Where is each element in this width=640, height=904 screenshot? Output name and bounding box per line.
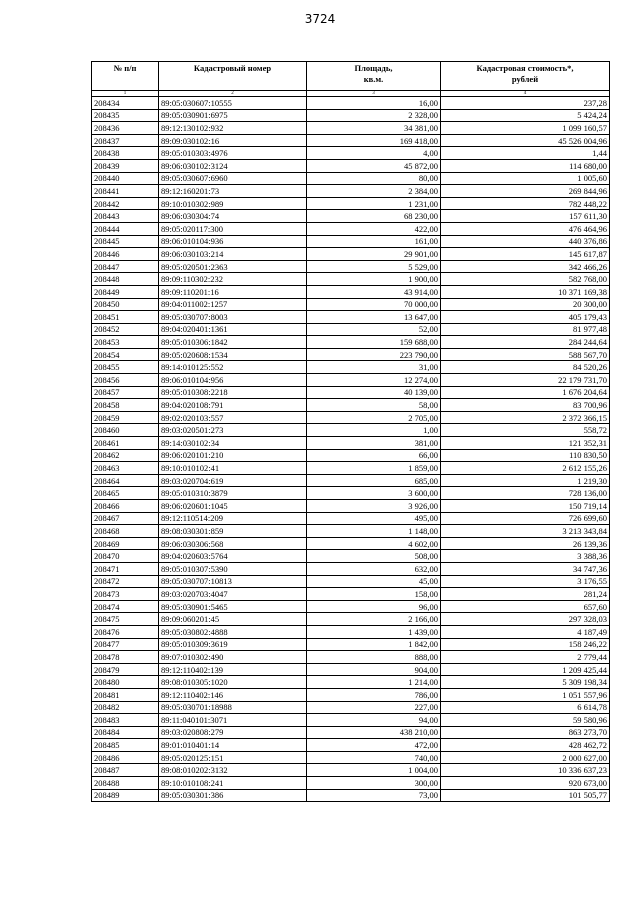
area-cell: 2 166,00 — [307, 613, 441, 626]
cadastral-number-cell: 89:06:010104:956 — [159, 374, 307, 387]
cadastral-cost-cell: 20 300,00 — [441, 298, 610, 311]
cadastral-number-cell: 89:05:030901:5465 — [159, 600, 307, 613]
table-row — [92, 688, 610, 701]
area-cell: 2 328,00 — [307, 109, 441, 122]
table-row — [92, 701, 610, 714]
cadastral-number-cell: 89:05:020117:300 — [159, 222, 307, 235]
table-row — [92, 537, 610, 550]
cadastral-cost-cell: 297 328,03 — [441, 613, 610, 626]
area-cell: 16,00 — [307, 97, 441, 110]
area-cell: 52,00 — [307, 323, 441, 336]
table-row — [92, 336, 610, 349]
table-row — [92, 260, 610, 273]
cadastral-cost-cell: 281,24 — [441, 588, 610, 601]
cadastral-cost-cell: 10 336 637,23 — [441, 764, 610, 777]
table-row — [92, 449, 610, 462]
table-row — [92, 638, 610, 651]
area-cell: 3 926,00 — [307, 500, 441, 513]
row-number-cell: 208434 — [92, 97, 159, 110]
page-number: 3724 — [304, 12, 336, 26]
area-cell: 495,00 — [307, 512, 441, 525]
header-row — [92, 62, 610, 91]
table-row — [92, 550, 610, 563]
row-number-cell: 208478 — [92, 651, 159, 664]
table-row — [92, 109, 610, 122]
cadastral-cost-cell: 284 244,64 — [441, 336, 610, 349]
cadastral-number-cell: 89:05:010307:5390 — [159, 562, 307, 575]
row-number-cell: 208470 — [92, 550, 159, 563]
cadastral-cost-cell: 269 844,96 — [441, 185, 610, 198]
cadastral-number-cell: 89:09:110201:16 — [159, 285, 307, 298]
cadastral-cost-cell: 101 505,77 — [441, 789, 610, 802]
cadastral-cost-cell: 22 179 731,70 — [441, 374, 610, 387]
area-cell: 888,00 — [307, 651, 441, 664]
area-cell: 68 230,00 — [307, 210, 441, 223]
area-cell: 1 004,00 — [307, 764, 441, 777]
area-cell: 2 384,00 — [307, 185, 441, 198]
area-cell: 632,00 — [307, 562, 441, 575]
row-number-cell: 208451 — [92, 311, 159, 324]
area-cell: 13 647,00 — [307, 311, 441, 324]
cadastral-number-cell: 89:05:010306:1842 — [159, 336, 307, 349]
row-number-cell: 208489 — [92, 789, 159, 802]
table-row — [92, 323, 610, 336]
cadastral-cost-cell: 1 099 160,57 — [441, 122, 610, 135]
row-number-cell: 208488 — [92, 777, 159, 790]
cadastral-number-cell: 89:04:020603:5764 — [159, 550, 307, 563]
cadastral-number-cell: 89:06:020601:1045 — [159, 500, 307, 513]
table-row — [92, 487, 610, 500]
area-cell: 786,00 — [307, 688, 441, 701]
cadastral-cost-cell: 158 246,22 — [441, 638, 610, 651]
cadastral-cost-cell: 782 448,22 — [441, 197, 610, 210]
row-number-cell: 208480 — [92, 676, 159, 689]
area-cell: 158,00 — [307, 588, 441, 601]
table-row — [92, 147, 610, 160]
cadastral-cost-cell: 145 617,87 — [441, 248, 610, 261]
row-number-cell: 208436 — [92, 122, 159, 135]
cadastral-number-cell: 89:10:010102:41 — [159, 462, 307, 475]
table-row — [92, 437, 610, 450]
cadastral-cost-cell: 81 977,48 — [441, 323, 610, 336]
table-row — [92, 122, 610, 135]
area-cell: 159 688,00 — [307, 336, 441, 349]
row-number-cell: 208467 — [92, 512, 159, 525]
cadastral-number-cell: 89:05:030701:18988 — [159, 701, 307, 714]
cadastral-cost-cell: 5 309 198,34 — [441, 676, 610, 689]
row-number-cell: 208468 — [92, 525, 159, 538]
area-cell: 1 859,00 — [307, 462, 441, 475]
table-row — [92, 285, 610, 298]
area-cell: 96,00 — [307, 600, 441, 613]
cadastral-number-cell: 89:04:020401:1361 — [159, 323, 307, 336]
area-cell: 1 148,00 — [307, 525, 441, 538]
table-row — [92, 298, 610, 311]
cadastral-cost-cell: 440 376,86 — [441, 235, 610, 248]
area-cell: 422,00 — [307, 222, 441, 235]
table-row — [92, 159, 610, 172]
area-cell: 45,00 — [307, 575, 441, 588]
cadastral-cost-cell: 121 352,31 — [441, 437, 610, 450]
cadastral-number-cell: 89:03:020808:279 — [159, 726, 307, 739]
cadastral-cost-cell: 2 000 627,00 — [441, 751, 610, 764]
row-number-cell: 208446 — [92, 248, 159, 261]
row-number-cell: 208482 — [92, 701, 159, 714]
table-row — [92, 789, 610, 802]
table-row — [92, 714, 610, 727]
cadastral-number-cell: 89:12:110514:209 — [159, 512, 307, 525]
row-number-cell: 208460 — [92, 424, 159, 437]
area-cell: 4,00 — [307, 147, 441, 160]
cadastral-number-cell: 89:05:030707:8003 — [159, 311, 307, 324]
cadastral-number-cell: 89:14:030102:34 — [159, 437, 307, 450]
cadastral-number-cell: 89:14:010125:552 — [159, 361, 307, 374]
cadastral-cost-cell: 1,44 — [441, 147, 610, 160]
cadastral-number-cell: 89:08:030301:859 — [159, 525, 307, 538]
table-row — [92, 676, 610, 689]
table-row — [92, 210, 610, 223]
table-row — [92, 273, 610, 286]
table-row — [92, 222, 610, 235]
cadastral-cost-cell: 1 209 425,44 — [441, 663, 610, 676]
cadastral-number-cell: 89:05:030607:10555 — [159, 97, 307, 110]
cadastral-cost-cell: 1 051 557,96 — [441, 688, 610, 701]
cadastral-number-cell: 89:10:010108:241 — [159, 777, 307, 790]
cadastral-cost-cell: 2 372 366,15 — [441, 411, 610, 424]
table-row — [92, 311, 610, 324]
cadastral-number-cell: 89:05:030901:6975 — [159, 109, 307, 122]
table-row — [92, 235, 610, 248]
cadastral-number-cell: 89:04:011002:1257 — [159, 298, 307, 311]
area-cell: 3 600,00 — [307, 487, 441, 500]
column-number-2: 2 — [159, 91, 307, 97]
cadastral-cost-cell: 114 680,00 — [441, 159, 610, 172]
table-row — [92, 613, 610, 626]
table-row — [92, 726, 610, 739]
area-cell: 508,00 — [307, 550, 441, 563]
row-number-cell: 208462 — [92, 449, 159, 462]
table-row — [92, 512, 610, 525]
cadastral-cost-cell: 582 768,00 — [441, 273, 610, 286]
header-cadastral-number — [159, 62, 307, 91]
area-cell: 12 274,00 — [307, 374, 441, 387]
cadastral-number-cell: 89:08:010202:3132 — [159, 764, 307, 777]
cadastral-number-cell: 89:05:020501:2363 — [159, 260, 307, 273]
cadastral-number-cell: 89:09:110302:232 — [159, 273, 307, 286]
cadastral-number-cell: 89:06:030102:3124 — [159, 159, 307, 172]
area-cell: 34 381,00 — [307, 122, 441, 135]
area-cell: 4 602,00 — [307, 537, 441, 550]
row-number-cell: 208455 — [92, 361, 159, 374]
cadastral-number-cell: 89:09:030102:16 — [159, 134, 307, 147]
cadastral-cost-cell: 726 699,60 — [441, 512, 610, 525]
area-cell: 2 705,00 — [307, 411, 441, 424]
cadastral-number-cell: 89:12:110402:146 — [159, 688, 307, 701]
cadastral-cost-cell: 83 700,96 — [441, 399, 610, 412]
cadastral-number-cell: 89:06:010104:936 — [159, 235, 307, 248]
cadastral-cost-cell: 405 179,43 — [441, 311, 610, 324]
cadastral-number-cell: 89:10:010302:989 — [159, 197, 307, 210]
cadastral-number-cell: 89:05:020125:151 — [159, 751, 307, 764]
row-number-cell: 208457 — [92, 386, 159, 399]
cadastral-cost-cell: 4 187,49 — [441, 625, 610, 638]
table-row — [92, 600, 610, 613]
row-number-cell: 208448 — [92, 273, 159, 286]
cadastral-cost-cell: 59 580,96 — [441, 714, 610, 727]
cadastral-cost-cell: 110 830,50 — [441, 449, 610, 462]
row-number-cell: 208473 — [92, 588, 159, 601]
row-number-cell: 208450 — [92, 298, 159, 311]
area-cell: 472,00 — [307, 739, 441, 752]
area-cell: 227,00 — [307, 701, 441, 714]
column-number-3: 3 — [307, 91, 441, 97]
area-cell: 381,00 — [307, 437, 441, 450]
cadastral-cost-cell: 26 139,36 — [441, 537, 610, 550]
cadastral-cost-cell: 863 273,70 — [441, 726, 610, 739]
cadastral-number-cell: 89:06:030304:74 — [159, 210, 307, 223]
cadastral-cost-cell: 588 567,70 — [441, 348, 610, 361]
cadastral-number-cell: 89:03:020501:273 — [159, 424, 307, 437]
row-number-cell: 208437 — [92, 134, 159, 147]
cadastral-number-cell: 89:05:030607:6960 — [159, 172, 307, 185]
table-row — [92, 134, 610, 147]
row-number-cell: 208438 — [92, 147, 159, 160]
row-number-cell: 208440 — [92, 172, 159, 185]
cadastral-cost-cell: 10 371 169,38 — [441, 285, 610, 298]
area-cell: 43 914,00 — [307, 285, 441, 298]
table-row — [92, 248, 610, 261]
area-cell: 40 139,00 — [307, 386, 441, 399]
column-number-4: 4 — [441, 91, 610, 97]
cadastral-number-cell: 89:05:030802:4888 — [159, 625, 307, 638]
column-number-1: 1 — [92, 91, 159, 97]
cadastral-number-cell: 89:06:020101:210 — [159, 449, 307, 462]
table-row — [92, 172, 610, 185]
cadastral-number-cell: 89:05:030707:10813 — [159, 575, 307, 588]
row-number-cell: 208443 — [92, 210, 159, 223]
area-cell: 161,00 — [307, 235, 441, 248]
area-cell: 5 529,00 — [307, 260, 441, 273]
table-row — [92, 739, 610, 752]
row-number-cell: 208481 — [92, 688, 159, 701]
row-number-cell: 208471 — [92, 562, 159, 575]
row-number-cell: 208449 — [92, 285, 159, 298]
table-row — [92, 651, 610, 664]
area-cell: 300,00 — [307, 777, 441, 790]
header-area-text: Площадь, кв.м. — [354, 63, 393, 84]
row-number-cell: 208484 — [92, 726, 159, 739]
area-cell: 740,00 — [307, 751, 441, 764]
cadastral-cost-cell: 3 388,36 — [441, 550, 610, 563]
table-row — [92, 97, 610, 110]
cadastral-cost-cell: 45 526 004,96 — [441, 134, 610, 147]
row-number-cell: 208464 — [92, 474, 159, 487]
cadastral-cost-cell: 6 614,78 — [441, 701, 610, 714]
cadastral-cost-cell: 342 466,26 — [441, 260, 610, 273]
area-cell: 685,00 — [307, 474, 441, 487]
table-row — [92, 500, 610, 513]
row-number-cell: 208486 — [92, 751, 159, 764]
table-row — [92, 777, 610, 790]
row-number-cell: 208476 — [92, 625, 159, 638]
table-row — [92, 361, 610, 374]
table-row — [92, 386, 610, 399]
cadastral-number-cell: 89:05:020608:1534 — [159, 348, 307, 361]
row-number-cell: 208475 — [92, 613, 159, 626]
area-cell: 1 439,00 — [307, 625, 441, 638]
cadastral-number-cell: 89:01:010401:14 — [159, 739, 307, 752]
cadastral-cost-cell: 34 747,36 — [441, 562, 610, 575]
row-number-cell: 208442 — [92, 197, 159, 210]
area-cell: 904,00 — [307, 663, 441, 676]
cadastral-cost-cell: 157 611,30 — [441, 210, 610, 223]
cadastral-cost-cell: 3 213 343,84 — [441, 525, 610, 538]
row-number-cell: 208469 — [92, 537, 159, 550]
cadastral-number-cell: 89:12:160201:73 — [159, 185, 307, 198]
cadastral-cost-cell: 920 673,00 — [441, 777, 610, 790]
cadastral-cost-cell: 728 136,00 — [441, 487, 610, 500]
row-number-cell: 208458 — [92, 399, 159, 412]
table-row — [92, 588, 610, 601]
table-row — [92, 751, 610, 764]
area-cell: 80,00 — [307, 172, 441, 185]
area-cell: 58,00 — [307, 399, 441, 412]
table-body — [92, 97, 610, 802]
row-number-cell: 208444 — [92, 222, 159, 235]
cadastral-cost-cell: 657,60 — [441, 600, 610, 613]
header-row-number — [92, 62, 159, 91]
table-row — [92, 663, 610, 676]
table-row — [92, 399, 610, 412]
cadastral-number-cell: 89:05:010303:4976 — [159, 147, 307, 160]
table-row — [92, 462, 610, 475]
area-cell: 223 790,00 — [307, 348, 441, 361]
cadastral-number-cell: 89:05:010310:3879 — [159, 487, 307, 500]
table-row — [92, 374, 610, 387]
table-row — [92, 764, 610, 777]
cadastral-number-cell: 89:05:010308:2218 — [159, 386, 307, 399]
row-number-cell: 208454 — [92, 348, 159, 361]
row-number-cell: 208435 — [92, 109, 159, 122]
cadastral-cost-cell: 1 219,30 — [441, 474, 610, 487]
cadastral-number-cell: 89:09:060201:45 — [159, 613, 307, 626]
table-row — [92, 185, 610, 198]
table-row — [92, 525, 610, 538]
table-row — [92, 562, 610, 575]
header-row-number-text: № п/п — [113, 63, 137, 73]
cadastral-number-cell: 89:07:010302:490 — [159, 651, 307, 664]
cadastral-cost-cell: 2 612 155,26 — [441, 462, 610, 475]
row-number-cell: 208439 — [92, 159, 159, 172]
area-cell: 29 901,00 — [307, 248, 441, 261]
row-number-cell: 208465 — [92, 487, 159, 500]
row-number-cell: 208459 — [92, 411, 159, 424]
cadastral-number-cell: 89:05:030301:386 — [159, 789, 307, 802]
table-row — [92, 625, 610, 638]
header-cadastral-cost — [441, 62, 610, 91]
cadastral-number-cell: 89:02:020103:557 — [159, 411, 307, 424]
row-number-cell: 208452 — [92, 323, 159, 336]
area-cell: 73,00 — [307, 789, 441, 802]
area-cell: 169 418,00 — [307, 134, 441, 147]
cadastral-cost-cell: 150 719,14 — [441, 500, 610, 513]
area-cell: 1 231,00 — [307, 197, 441, 210]
cadastral-number-cell: 89:06:030103:214 — [159, 248, 307, 261]
table-row — [92, 474, 610, 487]
cadastral-number-cell: 89:12:110402:139 — [159, 663, 307, 676]
table-row — [92, 348, 610, 361]
row-number-cell: 208474 — [92, 600, 159, 613]
area-cell: 31,00 — [307, 361, 441, 374]
area-cell: 1 214,00 — [307, 676, 441, 689]
row-number-cell: 208479 — [92, 663, 159, 676]
cadastral-number-cell: 89:05:010309:3619 — [159, 638, 307, 651]
row-number-cell: 208456 — [92, 374, 159, 387]
cadastral-number-cell: 89:06:030306:568 — [159, 537, 307, 550]
row-number-cell: 208453 — [92, 336, 159, 349]
cadastral-number-cell: 89:11:040101:3071 — [159, 714, 307, 727]
area-cell: 438 210,00 — [307, 726, 441, 739]
table-row — [92, 575, 610, 588]
cadastral-cost-cell: 476 464,96 — [441, 222, 610, 235]
row-number-cell: 208461 — [92, 437, 159, 450]
row-number-cell: 208463 — [92, 462, 159, 475]
area-cell: 45 872,00 — [307, 159, 441, 172]
area-cell: 94,00 — [307, 714, 441, 727]
cadastral-cost-cell: 84 520,26 — [441, 361, 610, 374]
cadastral-number-cell: 89:12:130102:932 — [159, 122, 307, 135]
cadastral-cost-cell: 428 462,72 — [441, 739, 610, 752]
row-number-cell: 208445 — [92, 235, 159, 248]
cadastral-cost-cell: 2 779,44 — [441, 651, 610, 664]
table-row — [92, 424, 610, 437]
area-cell: 66,00 — [307, 449, 441, 462]
cadastral-cost-cell: 1 005,60 — [441, 172, 610, 185]
row-number-cell: 208485 — [92, 739, 159, 752]
row-number-cell: 208441 — [92, 185, 159, 198]
row-number-cell: 208487 — [92, 764, 159, 777]
table-row — [92, 197, 610, 210]
row-number-cell: 208472 — [92, 575, 159, 588]
area-cell: 1 900,00 — [307, 273, 441, 286]
cadastral-number-cell: 89:08:010305:1020 — [159, 676, 307, 689]
row-number-cell: 208447 — [92, 260, 159, 273]
cadastral-cost-cell: 237,28 — [441, 97, 610, 110]
cadastral-table — [91, 61, 610, 802]
row-number-cell: 208483 — [92, 714, 159, 727]
table-row — [92, 411, 610, 424]
header-cadastral-cost-text: Кадастровая стоимость*, рублей — [476, 63, 574, 84]
cadastral-number-cell: 89:04:020108:791 — [159, 399, 307, 412]
cadastral-cost-cell: 5 424,24 — [441, 109, 610, 122]
cadastral-cost-cell: 3 176,55 — [441, 575, 610, 588]
cadastral-cost-cell: 558,72 — [441, 424, 610, 437]
area-cell: 1,00 — [307, 424, 441, 437]
header-area — [307, 62, 441, 91]
cadastral-number-cell: 89:03:020704:619 — [159, 474, 307, 487]
row-number-cell: 208477 — [92, 638, 159, 651]
cadastral-number-cell: 89:03:020703:4047 — [159, 588, 307, 601]
cadastral-cost-cell: 1 676 204,64 — [441, 386, 610, 399]
row-number-cell: 208466 — [92, 500, 159, 513]
header-cadastral-number-text: Кадастровый номер — [193, 63, 272, 73]
area-cell: 70 000,00 — [307, 298, 441, 311]
area-cell: 1 842,00 — [307, 638, 441, 651]
